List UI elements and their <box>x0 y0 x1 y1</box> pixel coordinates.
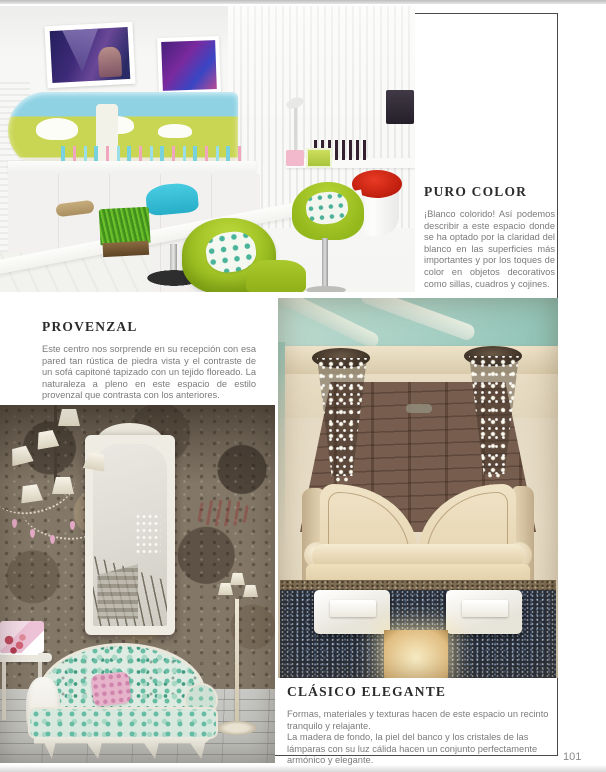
article-puro-color <box>424 184 555 290</box>
framed-art-right-image <box>161 40 217 91</box>
wheatgrass-planter <box>99 207 152 260</box>
framed-art-left-image <box>50 27 131 83</box>
provenzal-photo <box>0 405 275 763</box>
framed-art-left <box>44 22 135 89</box>
display-ledge <box>8 161 256 174</box>
framed-art-right <box>157 36 221 95</box>
planter-soil <box>103 241 150 257</box>
article-title: PURO COLOR <box>424 184 528 199</box>
mural-cat-shapes <box>36 118 78 140</box>
grass-blades <box>99 207 151 246</box>
article-provenzal <box>42 319 256 402</box>
salon-photo <box>0 6 415 292</box>
green-cube-decor <box>306 148 332 168</box>
art-figures <box>97 47 122 78</box>
dark-shelf-unit <box>386 90 414 124</box>
pink-decor-item <box>286 150 304 166</box>
article-body: Este centro nos sorprende en su recepción con esa pared tan rústica de piedra vista y el contraste de un sofá capitoné tapizado con un tejido floreado. La naturaleza a pleno en este espacio de estilo provenzal que contrasta con los anteriores. <box>42 344 256 401</box>
photo-vignette <box>0 405 275 763</box>
page-top-edge <box>0 0 606 4</box>
article-title: CLÁSICO ELEGANTE <box>287 684 447 699</box>
lime-chair-partial <box>246 260 306 292</box>
art-v-shape <box>62 29 100 73</box>
article-title: PROVENZAL <box>42 319 138 334</box>
article-clasico-elegante <box>287 684 557 767</box>
chair-pole <box>170 244 177 270</box>
polish-bottle-row <box>54 146 244 162</box>
article-body: ¡Blanco colorido! Así podemos describir a este espacio donde se ha optado por la claridad del blanco en las superficies más importantes y por los toques de color en objetos decorativos como sillas, cuadros y cojines. <box>424 209 555 289</box>
chair-pedestal-pole <box>322 238 328 290</box>
clasico-photo <box>278 298 558 678</box>
photo-vignette <box>278 298 558 678</box>
page-bottom-edge <box>0 765 606 772</box>
article-body-line: La madera de fondo, la piel del banco y los cristales de las lámparas con su luz cálida hacen un conjunto perfectamente armónico y elegante. <box>287 732 538 766</box>
chair-pedestal-base <box>306 286 346 292</box>
article-body-line: Formas, materiales y texturas hacen de este espacio un recinto tranquilo y relajante. <box>287 709 549 731</box>
page-number: 101 <box>563 751 582 763</box>
